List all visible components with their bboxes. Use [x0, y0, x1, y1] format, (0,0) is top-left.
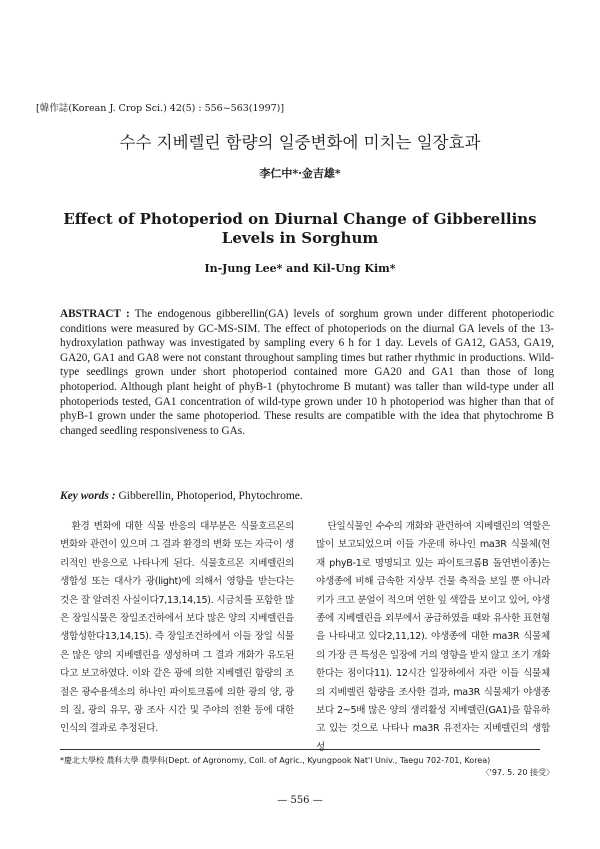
english-title: Effect of Photoperiod on Diurnal Change of Gibberellins Levels in Sorghum	[63, 210, 537, 247]
abstract-text: The endogenous gibberellin(GA) levels of sorghum grown under different photoperiodic conditions were measured by GC-MS-SIM. The effect of photoperiods on the diurnal GA levels of the 13-hydroxylation pathway was investigated by sampling every 6 h for 1 day. Levels of GA12, GA53, GA19, GA20, GA1 and GA8 were not constant throughout sampling times but rather rhythmic in productions. Wild-type seedlings grown under short photoperiod contained more GA20 and GA1 than those of long photoperiod. Although plant height of phyB-1 (phytochrome B mutant) was taller than wild-type under all photoperiods tested, GA1 concentration of wild-type grown under 10 h photoperiod was higher than that of phyB-1 grown under the same photoperiod. These results are compatible with the idea that phytochrome B changed seedling responsiveness to GAs.	[60, 308, 554, 437]
keywords	[60, 490, 554, 502]
body-column-right	[316, 518, 550, 757]
footnote-divider	[60, 749, 540, 750]
abstract-label: ABSTRACT :	[60, 308, 130, 320]
korean-title: 수수 지베렐린 함량의 일중변화에 미치는 일장효과	[119, 133, 481, 152]
page-number: — 556 —	[277, 795, 323, 806]
keywords-text: Gibberellin, Photoperiod, Phytochrome.	[118, 490, 303, 502]
body-column-left	[60, 518, 294, 739]
korean-authors: 李仁中*·金吉雄*	[259, 167, 341, 180]
received-date: 〈'97. 5. 20 接受〉	[481, 768, 554, 777]
footnote	[60, 755, 554, 779]
abstract	[60, 307, 554, 438]
body-paragraph-left: 환경 변화에 대한 식물 반응의 대부분은 식물호르몬의 변화와 관련이 있으며 그 결과 환경의 변화 또는 자극이 생리적인 반응으로 나타나게 된다. 식물호르몬 지베렐린의 생합성 또는 대사가 광(light)에 의해서 영향을 받는다는 것은 잘 알려진 사실이다7,13,14,15). 시금치를 포함한 많은 장일식물은 장일조건하에서 보다 많은 양의 지베렐린을 생합성한다13,14,15). 즉 장일조건하에서 이들 장일 식물은 많은 양의 지베렐린을 생성하며 그 결과 개화가 유도된다고 보고하였다. 이와 같은 광에 의한 지베렐린 함량의 조절은 광수용색소의 하나인 파이토크롬에 의한 광의 양, 광의 질, 광의 유무, 광 조사 시간 및 주야의 전환 등에 대한 인식의 결과로 추정된다.	[60, 521, 294, 735]
journal-reference: [韓作誌(Korean J. Crop Sci.) 42(5) : 556~563(1997)]	[36, 103, 285, 114]
affiliation-footnote: *慶北大學校 農科大學 農學科(Dept. of Agronomy, Coll. of Agric., Kyungpook Nat'l Univ., Taegu 702-701, Korea)	[60, 756, 491, 765]
keywords-label: Key words :	[60, 490, 116, 502]
body-paragraph-right: 단일식물인 수수의 개화와 관련하여 지베렐린의 역할은 많이 보고되었으며 이들 가운데 하나인 ma3R 식물체(현재 phyB-1로 명명되고 있는 파이토크롬B 돌연변이종)는 야생종에 비해 급속한 지상부 건물 축적을 보일 뿐 아니라 키가 크고 분얼이 적으며 연한 잎 색깔을 보이고 있어, 야생종에 지베렐린을 외부에서 공급하였을 때와 유사한 표현형을 나타내고 있다2,11,12). 야생종에 대한 ma3R 식물체의 가장 큰 특성은 일장에 거의 영향을 받지 않고 조기 개화한다는 점이다11). 12시간 일장하에서 자란 이들 식물체의 지베렐린 함량을 조사한 결과, ma3R 식물체가 야생종보다 2~5배 많은 양의 생리활성 지베렐린(GA1)을 함유하고 있는 것으로 나타나 ma3R 유전자는 지베렐린의 생합성	[316, 521, 550, 753]
english-authors: In-Jung Lee* and Kil-Ung Kim*	[204, 262, 396, 275]
